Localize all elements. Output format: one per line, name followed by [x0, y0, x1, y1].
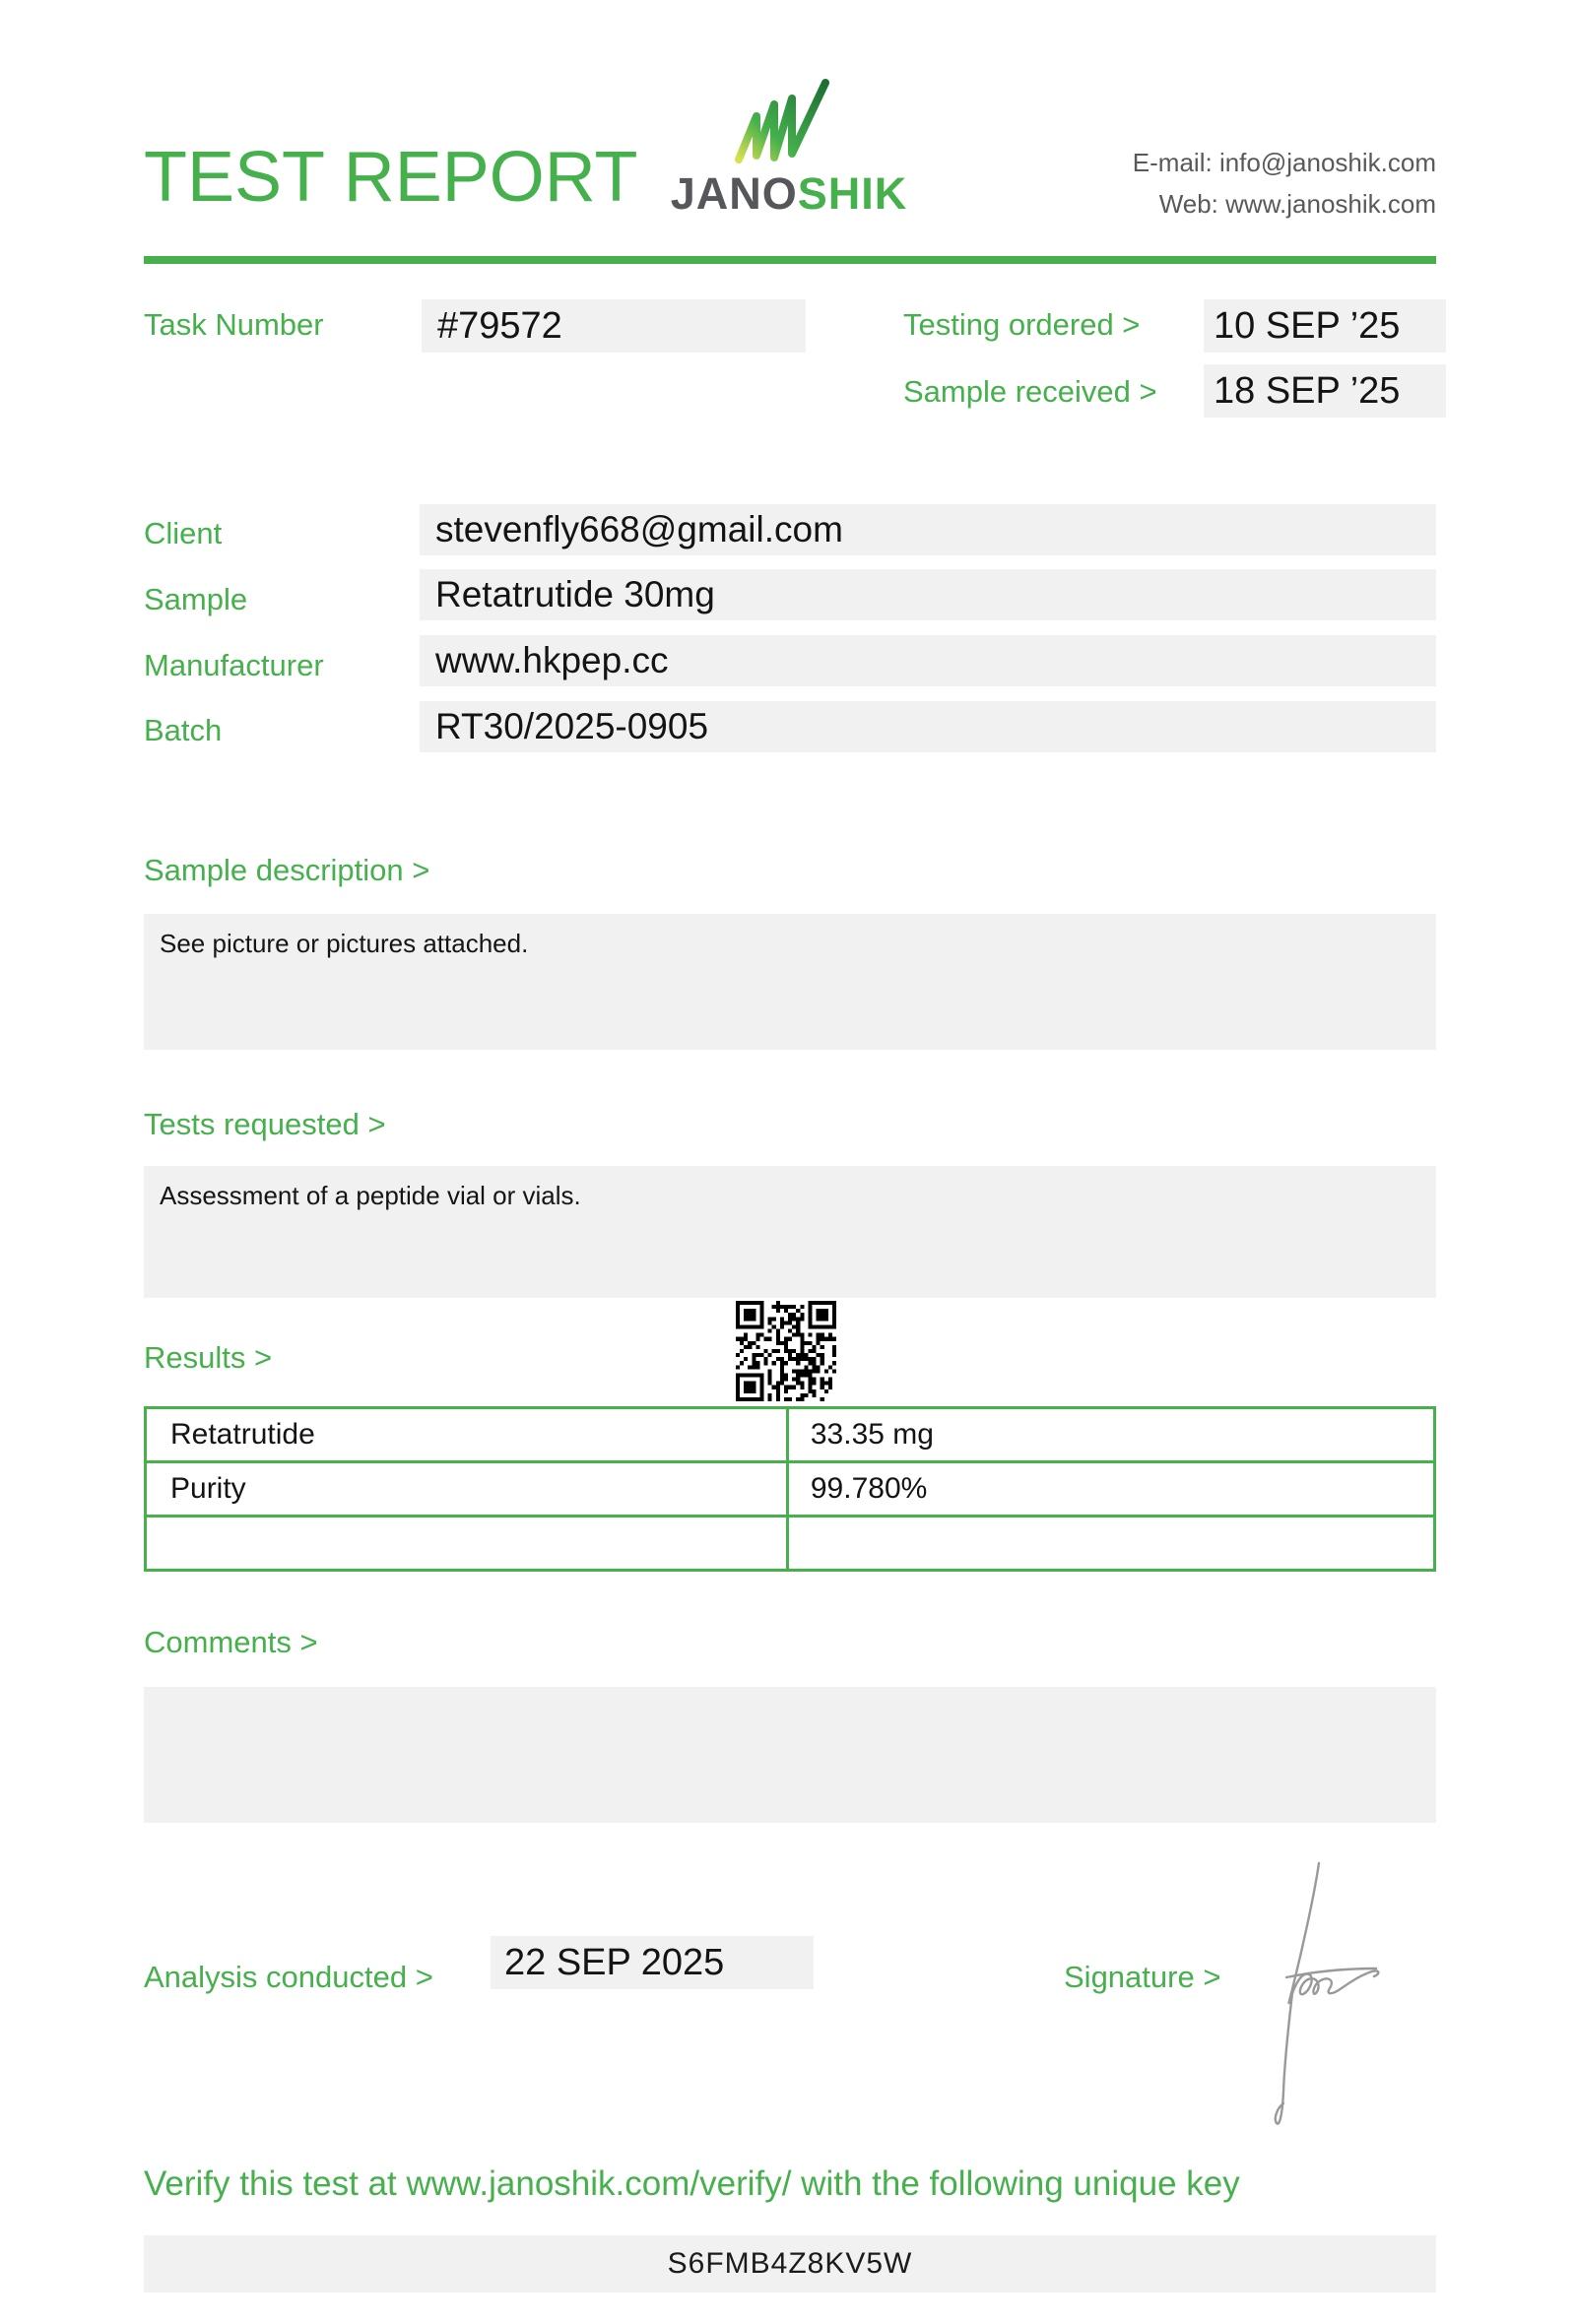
- verify-text: Verify this test at www.janoshik.com/verify/ with the following unique key: [144, 2164, 1240, 2203]
- results-table: [144, 1406, 1436, 1572]
- task-number-value: #79572: [437, 304, 562, 347]
- logo-brand-suffix: SHIK: [797, 168, 908, 219]
- email-value: info@janoshik.com: [1218, 148, 1436, 177]
- logo-brand-prefix: JANO: [670, 168, 798, 219]
- comments-heading: Comments >: [144, 1625, 318, 1659]
- sample-received-value-box: [1204, 364, 1446, 418]
- comments-text: [144, 1687, 1436, 1714]
- signature-image: [1241, 1830, 1438, 2145]
- field-value-client: stevenfly668@gmail.com: [435, 509, 843, 549]
- result-name-cell: Purity: [146, 1462, 788, 1517]
- result-value-cell: [787, 1517, 1434, 1571]
- field-value-batch: RT30/2025-0905: [435, 706, 709, 746]
- sample-description-text: See picture or pictures attached.: [160, 929, 529, 958]
- result-value-cell: 33.35 mg: [787, 1408, 1434, 1462]
- sample-received-date: 18 SEP ’25: [1214, 369, 1401, 412]
- tests-requested-heading: Tests requested >: [144, 1107, 386, 1141]
- verify-key-box: [144, 2235, 1436, 2292]
- email-row: [1133, 142, 1436, 183]
- signature-label: Signature >: [1064, 1960, 1221, 1994]
- qr-code: [736, 1301, 836, 1401]
- sample-description-heading: Sample description >: [144, 853, 430, 887]
- web-row: [1133, 183, 1436, 225]
- analysis-date-box: [491, 1936, 814, 1989]
- field-value-sample: Retatrutide 30mg: [435, 574, 715, 614]
- field-label-client: Client: [144, 516, 223, 550]
- sample-description-box: [144, 914, 1436, 1050]
- testing-ordered-label: Testing ordered >: [903, 307, 1141, 342]
- tests-requested-box: [144, 1166, 1436, 1298]
- table-row: [146, 1408, 1435, 1462]
- divider-line: [144, 256, 1436, 264]
- field-value-box-manufacturer: [420, 635, 1436, 686]
- result-value-cell: 99.780%: [787, 1462, 1434, 1517]
- testing-ordered-date: 10 SEP ’25: [1214, 304, 1401, 347]
- field-label-manufacturer: Manufacturer: [144, 648, 324, 682]
- analysis-date-value: 22 SEP 2025: [504, 1941, 725, 1983]
- task-number-value-box: [422, 299, 806, 353]
- testing-ordered-value-box: [1204, 299, 1446, 353]
- email-label: E-mail:: [1132, 148, 1213, 177]
- janoshik-logo: [670, 168, 908, 219]
- web-value: www.janoshik.com: [1225, 189, 1436, 219]
- field-value-box-client: [420, 504, 1436, 555]
- comments-box: [144, 1687, 1436, 1823]
- analysis-conducted-label: Analysis conducted >: [144, 1960, 433, 1994]
- result-name-cell: [146, 1517, 788, 1571]
- table-row: [146, 1462, 1435, 1517]
- verify-key: S6FMB4Z8KV5W: [667, 2247, 913, 2280]
- field-label-batch: Batch: [144, 713, 223, 747]
- field-value-box-batch: [420, 701, 1436, 752]
- result-name-cell: Retatrutide: [146, 1408, 788, 1462]
- contact-info: [1133, 142, 1436, 225]
- sample-received-label: Sample received >: [903, 374, 1157, 409]
- web-label: Web:: [1158, 189, 1218, 219]
- field-value-manufacturer: www.hkpep.cc: [435, 640, 669, 680]
- table-row: [146, 1517, 1435, 1571]
- chart-growth-icon: [733, 77, 835, 163]
- field-label-sample: Sample: [144, 582, 248, 616]
- page-title: TEST REPORT: [144, 138, 638, 217]
- field-value-box-sample: [420, 569, 1436, 620]
- tests-requested-text: Assessment of a peptide vial or vials.: [160, 1181, 581, 1210]
- results-heading: Results >: [144, 1340, 273, 1375]
- task-number-label: Task Number: [144, 307, 324, 342]
